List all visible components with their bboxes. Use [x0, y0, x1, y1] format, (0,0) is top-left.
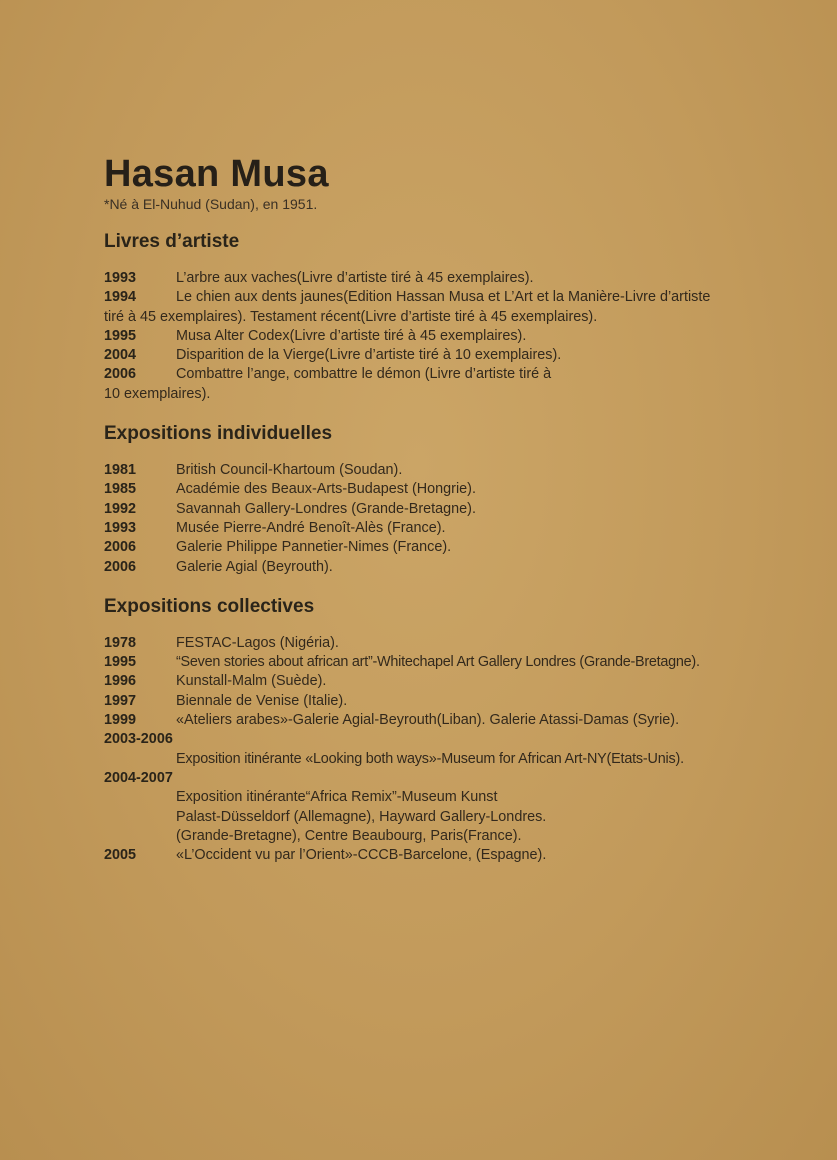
entry-text: FESTAC-Lagos (Nigéria).: [176, 634, 339, 651]
list-item: [104, 846, 804, 865]
collectives-list: [104, 634, 804, 866]
individuelles-list: [104, 461, 804, 577]
entry-year: 1996: [104, 673, 137, 690]
entry-year: 1997: [104, 692, 137, 709]
entry-year: 1999: [104, 712, 137, 729]
entry-text: Kunstall-Malm (Suède).: [176, 673, 327, 690]
entry-text: Musée Pierre-André Benoît-Alès (France).: [176, 519, 446, 536]
entry-year: 2006: [104, 539, 137, 556]
list-item: [104, 519, 804, 538]
entry-year: 1978: [104, 634, 137, 651]
artist-name: Hasan Musa: [104, 153, 329, 195]
list-item: [104, 461, 804, 480]
entry-year: 1985: [104, 481, 137, 498]
entry-text: Académie des Beaux-Arts-Budapest (Hongrie).: [176, 481, 476, 498]
list-item: [104, 365, 804, 404]
list-item: [104, 653, 804, 672]
entry-year: 1994: [104, 289, 137, 306]
cv-page: [104, 152, 804, 865]
list-item: [104, 558, 804, 577]
entry-text: Biennale de Venise (Italie).: [176, 692, 348, 709]
entry-year: 2003-2006: [104, 731, 173, 748]
list-item: [104, 500, 804, 519]
list-item: [104, 288, 804, 327]
livres-list: [104, 269, 804, 404]
entry-year: 2006: [104, 558, 137, 575]
list-item: [104, 538, 804, 557]
entry-text-continued: tiré à 45 exemplaires). Testament récent(Livre d’artiste tiré à 45 exemplaires).: [104, 308, 598, 325]
birth-info: *Né à El-Nuhud (Sudan), en 1951.: [104, 196, 318, 212]
entry-text: «Ateliers arabes»-Galerie Agial-Beyrouth(Liban). Galerie Atassi-Damas (Syrie).: [176, 712, 680, 729]
entry-text: Savannah Gallery-Londres (Grande-Bretagne).: [176, 500, 476, 517]
entry-year: 2005: [104, 847, 137, 864]
entry-text: Exposition itinérante «Looking both ways»-Museum for African Art-NY(Etats-Unis).: [176, 750, 684, 767]
section-title-collectives: Expositions collectives: [104, 595, 315, 617]
list-item: [104, 730, 804, 769]
entry-text-continued: 10 exemplaires).: [104, 385, 211, 402]
list-item: [104, 692, 804, 711]
list-item: [104, 634, 804, 653]
entry-year: 2006: [104, 366, 137, 383]
list-item: [104, 480, 804, 499]
entry-year: 1995: [104, 327, 137, 344]
entry-year: 1981: [104, 462, 137, 479]
entry-text: Galerie Agial (Beyrouth).: [176, 558, 333, 575]
entry-text: “Seven stories about african art”-Whitechapel Art Gallery Londres (Grande-Bretagne).: [176, 654, 700, 671]
section-title-livres: Livres d’artiste: [104, 231, 240, 252]
entry-text: L’arbre aux vaches(Livre d’artiste tiré à 45 exemplaires).: [176, 270, 534, 286]
list-item: [104, 672, 804, 691]
entry-year: 1993: [104, 270, 137, 286]
entry-text-continued: (Grande-Bretagne), Centre Beaubourg, Paris(France).: [176, 827, 522, 844]
list-item: [104, 711, 804, 730]
entry-year: 1995: [104, 654, 137, 671]
entry-text: Galerie Philippe Pannetier-Nimes (France).: [176, 539, 452, 556]
list-item: [104, 327, 804, 346]
entry-year: 1993: [104, 519, 137, 536]
entry-year: 1992: [104, 500, 137, 517]
entry-text: «L’Occident vu par l’Orient»-CCCB-Barcelone, (Espagne).: [176, 847, 547, 864]
list-item: [104, 769, 804, 846]
entry-text: Musa Alter Codex(Livre d’artiste tiré à 45 exemplaires).: [176, 327, 527, 344]
entry-text: British Council-Khartoum (Soudan).: [176, 462, 403, 479]
entry-text-continued: Palast-Düsseldorf (Allemagne), Hayward Gallery-Londres.: [176, 808, 547, 825]
entry-text: Combattre l’ange, combattre le démon (Livre d’artiste tiré à: [176, 366, 552, 383]
entry-year: 2004: [104, 347, 137, 364]
list-item: [104, 346, 804, 365]
entry-text: Exposition itinérante“Africa Remix”-Museum Kunst: [176, 789, 498, 806]
entry-text: Le chien aux dents jaunes(Edition Hassan Musa et L’Art et la Manière-Livre d’artiste: [176, 289, 711, 306]
section-title-individuelles: Expositions individuelles: [104, 423, 333, 445]
entry-text: Disparition de la Vierge(Livre d’artiste tiré à 10 exemplaires).: [176, 347, 562, 364]
entry-year: 2004-2007: [104, 769, 173, 786]
list-item: [104, 269, 804, 288]
